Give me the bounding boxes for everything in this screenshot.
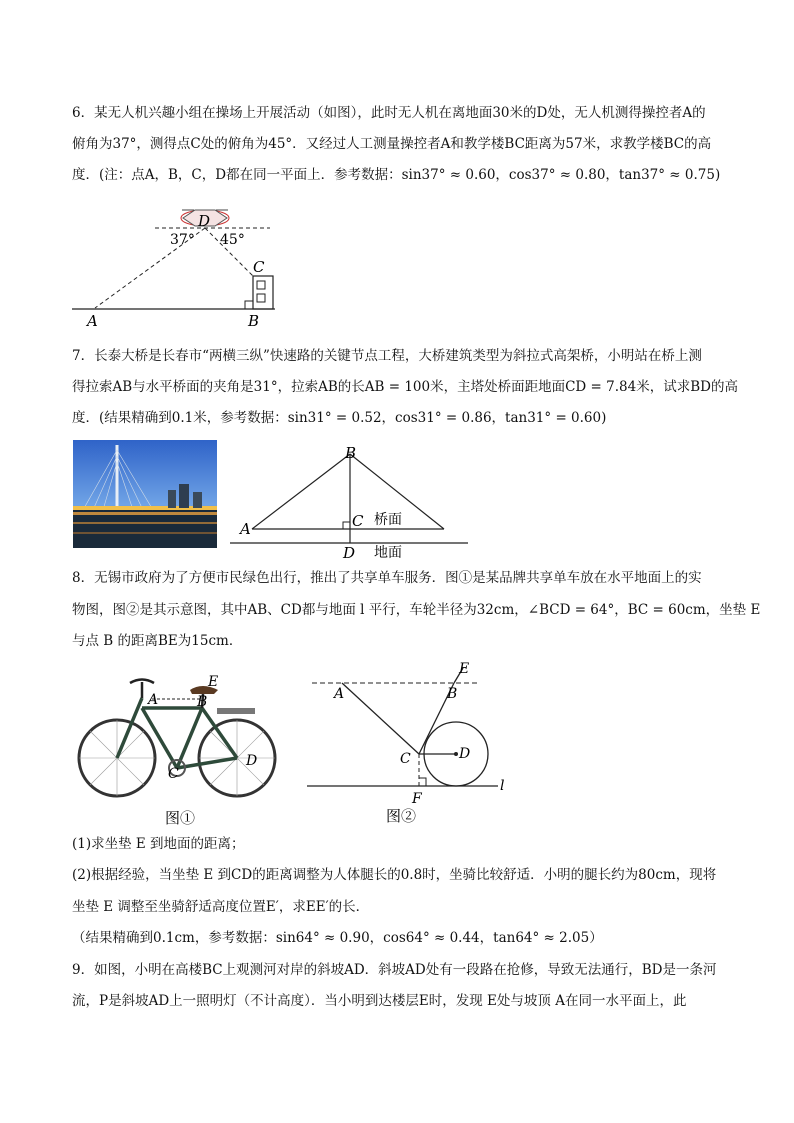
label-l: l [500,778,505,794]
q6-text-line-3: 度．(注：点A，B，C，D都在同一平面上．参考数据：sin37° ≈ 0.60，cos37° ≈ 0.80，tan37° ≈ 0.75) [72,167,721,183]
label-f: F [412,791,422,807]
fig2-caption: 图② [386,807,417,825]
label-c: C [400,751,411,767]
bridge-photo [73,440,217,548]
q8-sub2-line-1: (2)根据经验，当坐垫 E 到CD的距离调整为人体腿长的0.8时，坐骑比较舒适．小明的腿长约为80cm，现将 [72,867,717,883]
label-ground: 地面 [374,545,402,561]
q8-text-line-3: 与点 B 的距离BE为15cm． [72,633,243,649]
q8-text-line-2: 物图，图②是其示意图，其中AB、CD都与地面 l 平行，车轮半径为32cm，∠BCD = 64°，BC = 60cm，坐垫 E [72,602,761,618]
label-b: B [447,686,458,702]
q8-sub2-line-2: 坐垫 E 调整至坐骑舒适高度位置E′，求EE′的长． [72,899,370,915]
fig1-caption: 图① [165,809,196,827]
q8-sub1: (1)求坐垫 E 到地面的距离； [72,836,245,852]
label-e: E [459,661,470,677]
label-a: A [87,312,98,330]
angle-37: 37° [170,232,195,248]
label-b: B [248,312,260,330]
label-c: C [352,512,364,530]
label-d: D [198,212,211,230]
label-c: C [168,766,179,782]
q8-bicycle-photo [72,668,282,828]
q9-text-line-2: 流，P是斜坡AD上一照明灯（不计高度）．当小明到达楼层E时，发现 E处与坡顶 A在同一水平面上，此 [72,993,687,1009]
label-e: E [208,674,219,690]
label-bridge-deck: 桥面 [374,512,402,528]
q8-note: （结果精确到0.1cm，参考数据：sin64° ≈ 0.90，cos64° ≈ 0.44，tan64° ≈ 2.05） [72,930,603,946]
label-a: A [240,520,251,538]
label-d: D [246,753,258,769]
q8-text-line-1: 8．无锡市政府为了方便市民绿色出行，推出了共享单车服务．图①是某品牌共享单车放在水平地面上的实 [72,570,702,586]
q7-text-line-3: 度．(结果精确到0.1米，参考数据：sin31° = 0.52，cos31° = 0.86，tan31° = 0.60) [72,410,607,426]
label-b: B [197,694,208,710]
q7-text-line-2: 得拉索AB与水平桥面的夹角是31°，拉索AB的长AB = 100米，主塔处桥面距地面CD = 7.84米，试求BD的高 [72,379,738,395]
q7-text-line-1: 7．长泰大桥是长春市“两横三纵”快速路的关键节点工程，大桥建筑类型为斜拉式高架桥，小明站在桥上测 [72,348,702,364]
angle-45: 45° [220,232,245,248]
label-b: B [345,444,357,462]
q6-text-line-1: 6．某无人机兴趣小组在操场上开展活动（如图），此时无人机在离地面30米的D处，无人机测得操控者A的 [72,105,706,121]
q7-diagram [230,440,475,562]
q6-text-line-2: 俯角为37°，测得点C处的俯角为45°．又经过人工测量操控者A和教学楼BC距离为57米，求教学楼BC的高 [72,136,712,152]
label-a: A [334,686,345,702]
q6-diagram [70,198,290,333]
label-d: D [459,746,471,762]
q8-diagram [302,658,514,828]
label-a: A [148,692,159,708]
label-c: C [253,258,265,276]
q9-text-line-1: 9．如图，小明在高楼BC上观测河对岸的斜坡AD．斜坡AD处有一段路在抢修，导致无法通行，BD是一条河 [72,962,717,978]
label-d: D [343,544,356,562]
